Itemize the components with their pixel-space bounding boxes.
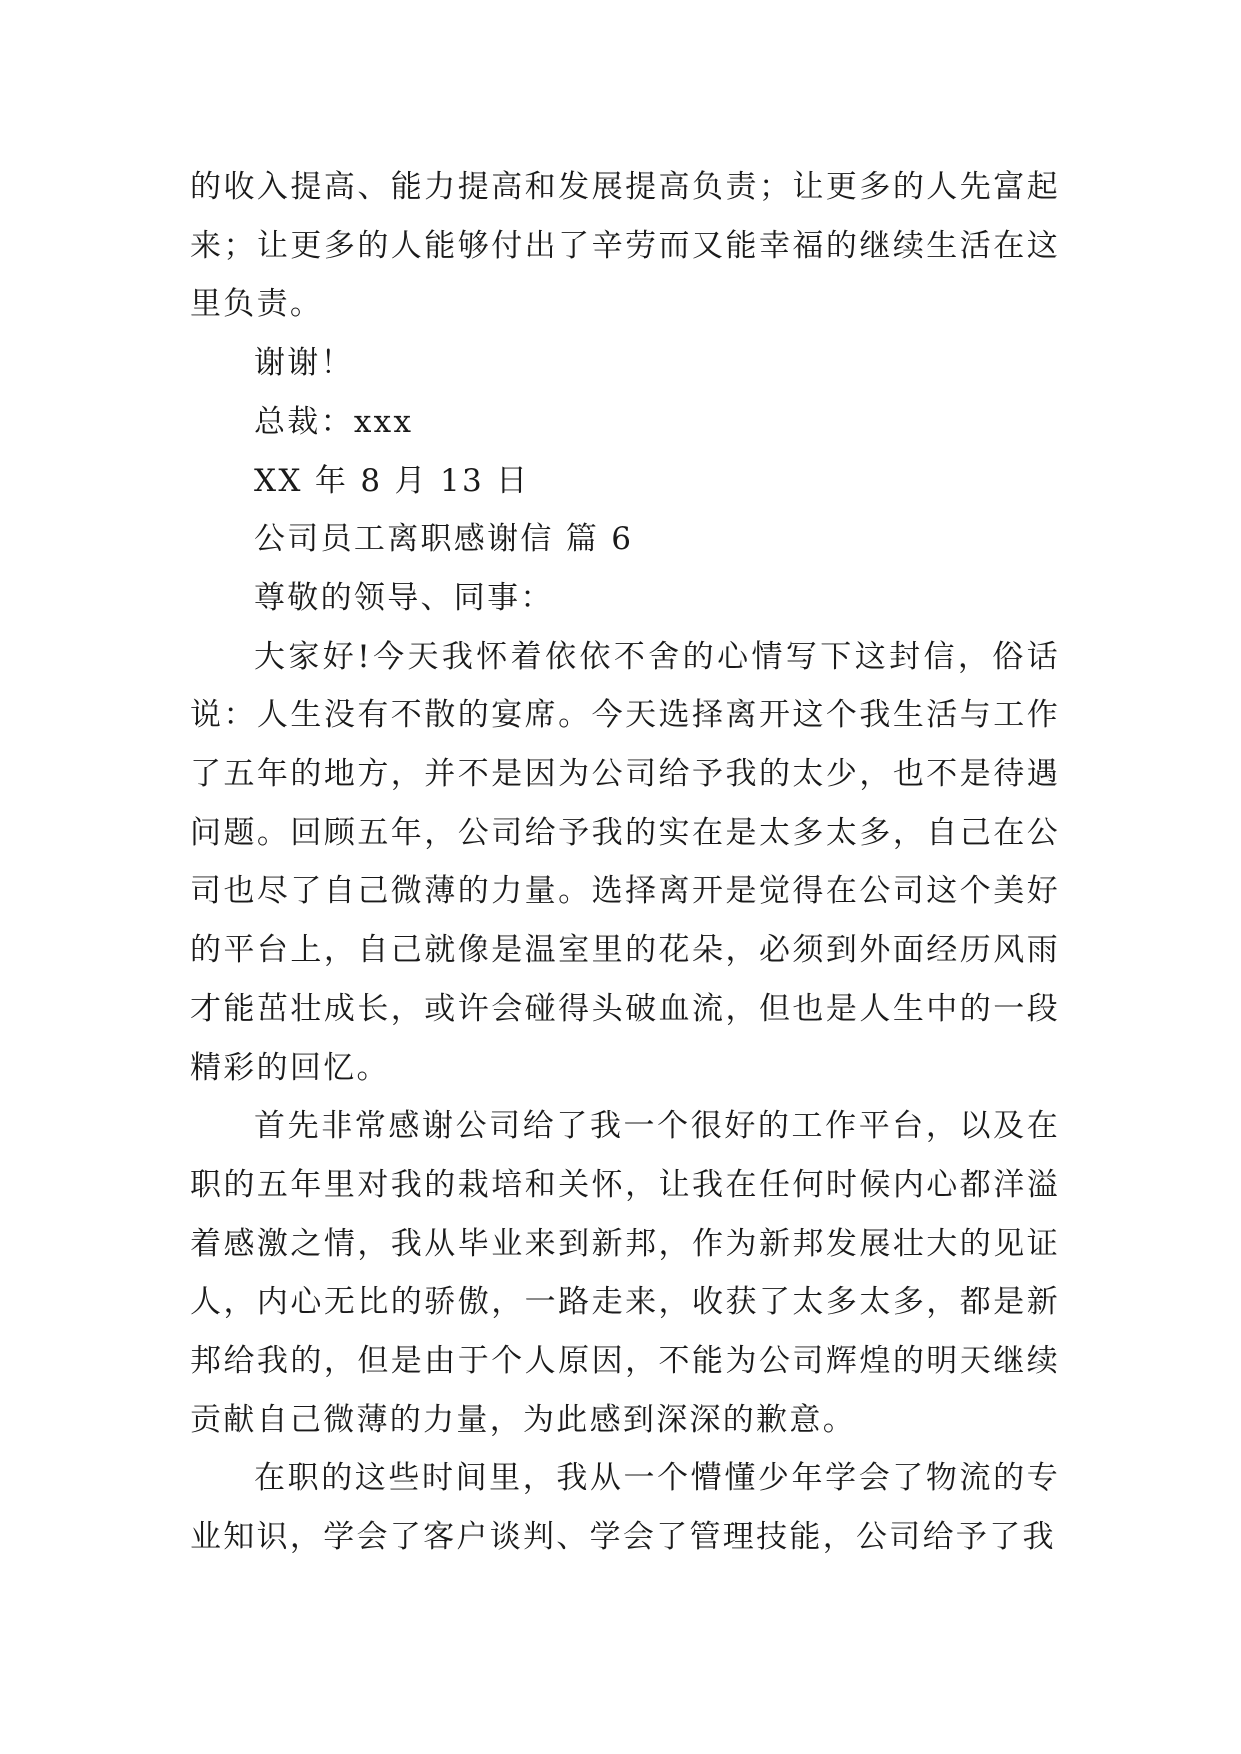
letter-body <box>190 158 1060 1567</box>
paragraph-continuation: 的收入提高、能力提高和发展提高负责；让更多的人先富起来；让更多的人能够付出了辛劳而又能幸福的继续生活在这里负责。 <box>190 169 1060 323</box>
salutation: 尊敬的领导、同事： <box>254 579 554 616</box>
paragraph-gratitude: 首先非常感谢公司给了我一个很好的工作平台，以及在职的五年里对我的栽培和关怀，让我在任何时候内心都洋溢着感激之情，我从毕业来到新邦，作为新邦发展壮大的见证人，内心无比的骄傲，一路走来，收获了太多太多，都是新邦给我的，但是由于个人原因，不能为公司辉煌的明天继续贡献自己微薄的力量，为此感到深深的歉意。 <box>190 1108 1060 1438</box>
signature-date: XX 年 8 月 13 日 <box>254 462 530 499</box>
section-title: 公司员工离职感谢信 篇 6 <box>254 521 634 558</box>
paragraph-growth: 在职的这些时间里，我从一个懵懂少年学会了物流的专业知识，学会了客户谈判、学会了管理技能，公司给予了我 <box>190 1460 1060 1556</box>
signature-president: 总裁：xxx <box>254 403 414 440</box>
paragraph-thanks: 谢谢！ <box>254 345 354 382</box>
paragraph-greeting: 大家好!今天我怀着依依不舍的心情写下这封信，俗话说：人生没有不散的宴席。今天选择离开这个我生活与工作了五年的地方，并不是因为公司给予我的太少，也不是待遇问题。回顾五年，公司给予我的实在是太多太多，自己在公司也尽了自己微薄的力量。选择离开是觉得在公司这个美好的平台上，自己就像是温室里的花朵，必须到外面经历风雨才能茁壮成长，或许会碰得头破血流，但也是人生中的一段精彩的回忆。 <box>190 638 1060 1086</box>
